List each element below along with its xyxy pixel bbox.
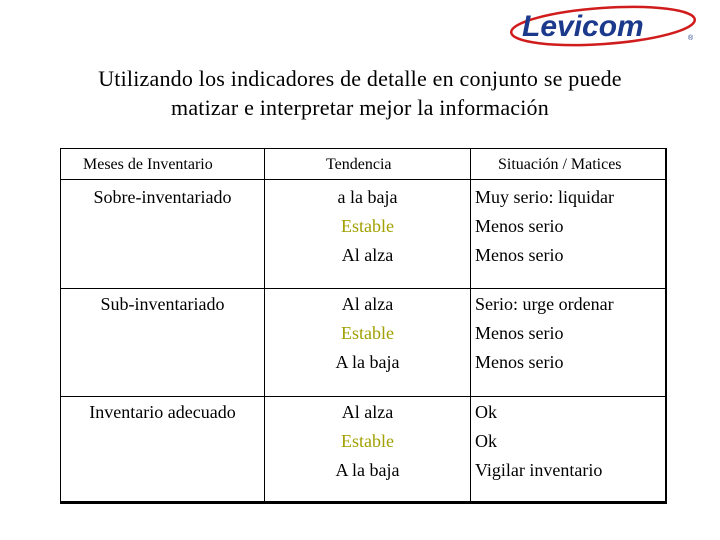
levicom-logo [508,4,698,48]
title-line-2: matizar e interpretar mejor la información [171,95,549,120]
note-value: Menos serio [475,323,564,343]
page-title [30,64,690,122]
row-divider-1 [61,288,665,289]
header-situation: Situación / Matices [498,156,622,173]
row-divider-2 [61,396,665,397]
note-value: Menos serio [475,245,564,265]
row-trends [265,183,470,270]
note-value: Ok [475,402,497,422]
row-notes [475,183,614,270]
row-notes [475,290,614,377]
svg-text:®: ® [688,35,694,42]
row-trends [265,398,470,485]
title-line-1: Utilizando los indicadores de detalle en conjunto se puede [98,66,622,91]
trend-value: A la baja [335,460,400,480]
column-divider-2 [470,149,471,501]
note-value: Muy serio: liquidar [475,187,614,207]
trend-value: Al alza [341,245,394,265]
header-trend: Tendencia [326,156,392,173]
note-value: Menos serio [475,352,564,372]
row-label-under-inventory: Sub-inventariado [100,294,225,314]
trend-value: Estable [341,431,394,451]
inventory-table [60,148,667,504]
trend-value: Al alza [341,402,394,422]
note-value: Ok [475,431,497,451]
note-value: Serio: urge ordenar [475,294,614,314]
row-trends [265,290,470,377]
note-value: Menos serio [475,216,564,236]
trend-value: Al alza [341,294,394,314]
header-months: Meses de Inventario [83,156,213,173]
row-notes [475,398,602,485]
row-label-adequate-inventory: Inventario adecuado [89,402,236,422]
row-label-over-inventory: Sobre-inventariado [93,187,232,207]
trend-value: a la baja [337,187,398,207]
logo-text: Levicom [522,10,644,43]
trend-value: Estable [341,216,394,236]
trend-value: Estable [341,323,394,343]
note-value: Vigilar inventario [475,460,603,480]
table-header-row [61,149,665,180]
trend-value: A la baja [335,352,400,372]
